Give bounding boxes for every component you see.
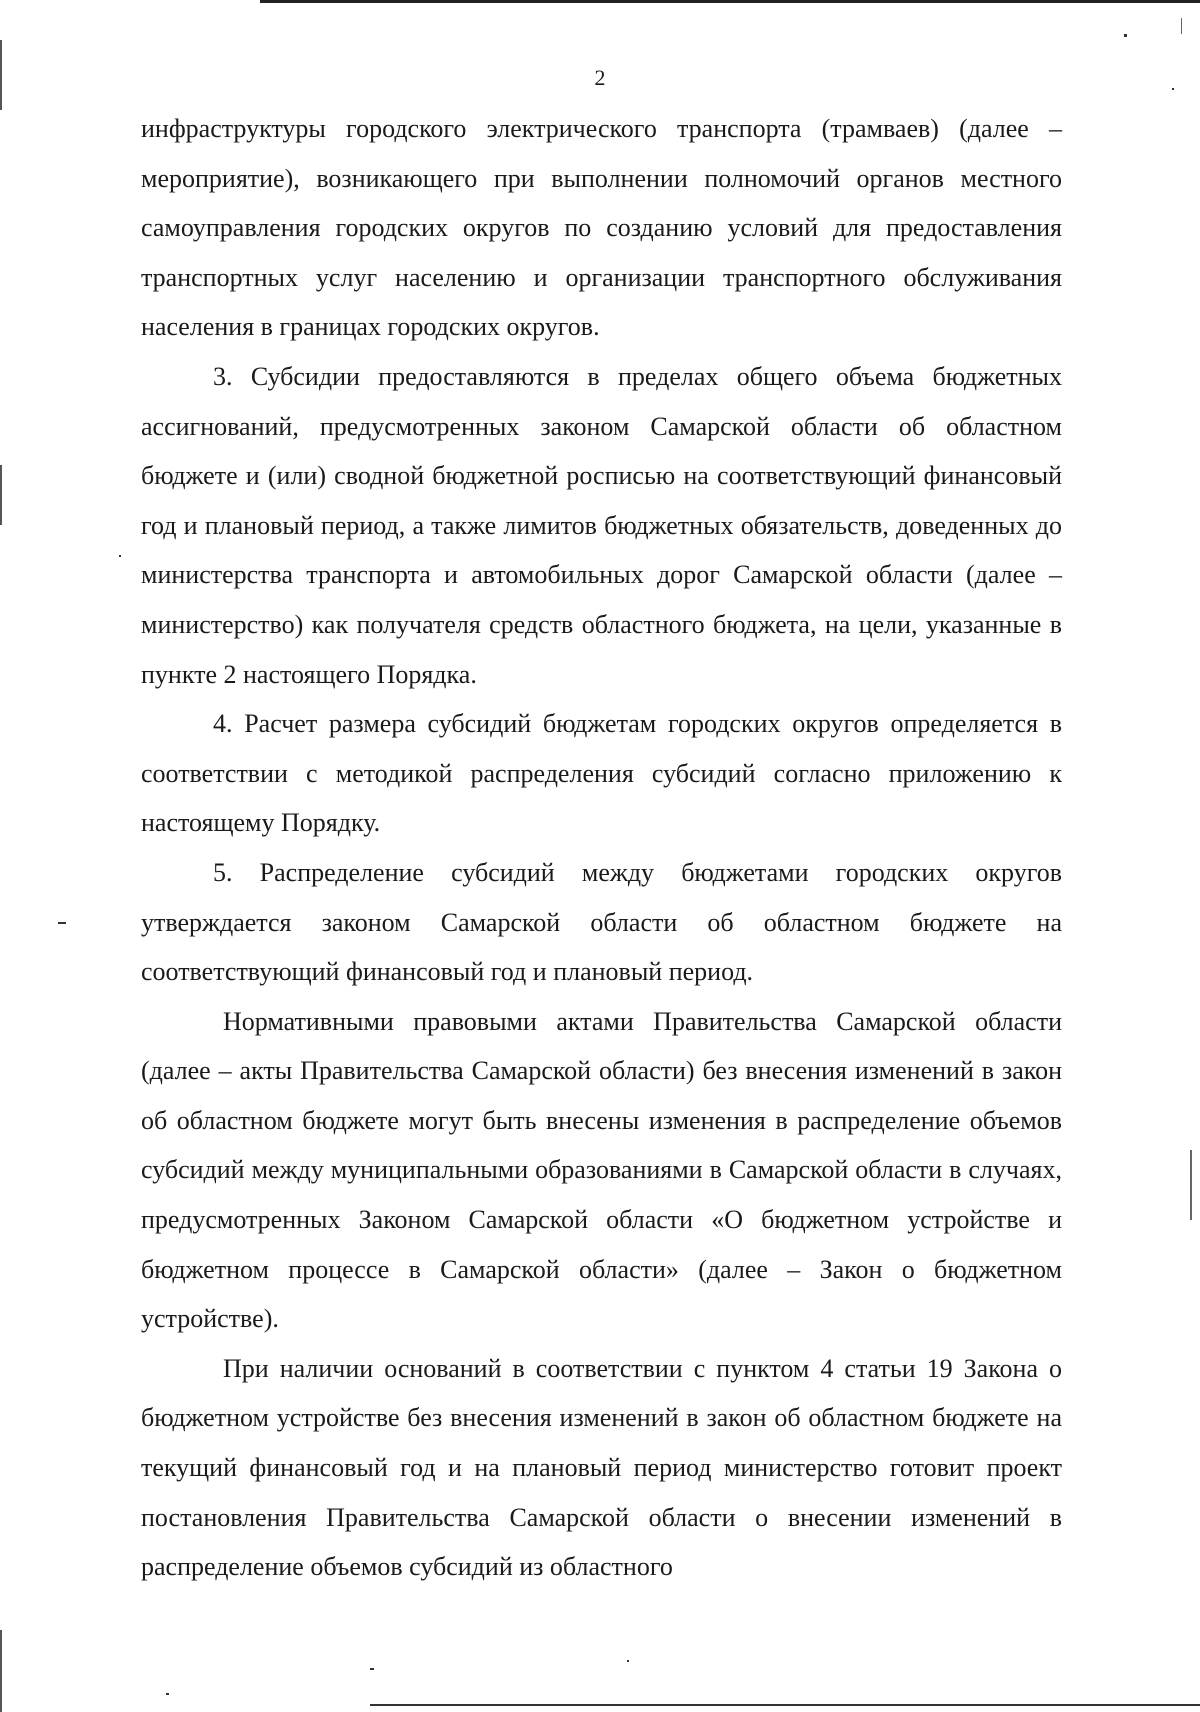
document-body <box>141 104 1062 1592</box>
paragraph-normative-acts: Нормативными правовыми актами Правительства Самарской области (далее – акты Правительства Самарской области) без внесения изменений в закон об областном бюджете могут быть внесены изменения в распределение объемов субсидий между муниципальными образованиями в Самарской области в случаях, предусмотренных Законом Самарской области «О бюджетном устройстве и бюджетном процессе в Самарской области» (далее – Закон о бюджетном устройстве). <box>141 1006 1062 1334</box>
scan-speck <box>166 1693 169 1695</box>
paragraph-continuation: инфраструктуры городского электрического транспорта (трамваев) (далее – мероприятие), возникающего при выполнении полномочий органов местного самоуправления городских округов по созданию условий для предоставления транспортных услуг населению и организации транспортного обслуживания населения в границах городских округов. <box>141 114 1062 342</box>
scan-edge-right <box>1190 1150 1192 1220</box>
scan-edge-left <box>0 1630 2 1712</box>
paragraph-item-3: 3. Субсидии предоставляются в пределах общего объема бюджетных ассигнований, предусмотренных законом Самарской области об областном бюджете и (или) сводной бюджетной росписью на соответствующий финансовый год и плановый период, а также лимитов бюджетных обязательств, доведенных до министерства транспорта и автомобильных дорог Самарской области (далее – министерство) как получателя средств областного бюджета, на цели, указанные в пункте 2 настоящего Порядка. <box>141 361 1062 689</box>
scan-speck <box>58 922 66 924</box>
paragraph-grounds: При наличии оснований в соответствии с пунктом 4 статьи 19 Закона о бюджетном устройстве без внесения изменений в закон об областном бюджете на текущий финансовый год и на плановый период министерство готовит проект постановления Правительства Самарской области о внесении изменений в распределение объемов субсидий из областного <box>141 1353 1062 1582</box>
scan-speck <box>119 555 121 557</box>
scan-edge-bottom <box>370 1704 1200 1706</box>
scan-mark <box>1181 18 1182 34</box>
paragraph-item-4: 4. Расчет размера субсидий бюджетам городских округов определяется в соответствии с методикой распределения субсидий согласно приложению к настоящему Порядку. <box>141 709 1062 838</box>
scan-edge-top <box>260 0 1200 3</box>
page-number: 2 <box>594 65 606 90</box>
scan-speck <box>1124 34 1127 37</box>
paragraph-item-5: 5. Распределение субсидий между бюджетами городских округов утверждается законом Самарской области об областном бюджете на соответствующий финансовый год и плановый период. <box>141 857 1062 987</box>
scan-speck <box>627 1660 629 1662</box>
scan-speck <box>370 1668 374 1670</box>
scan-edge-left <box>0 465 2 525</box>
